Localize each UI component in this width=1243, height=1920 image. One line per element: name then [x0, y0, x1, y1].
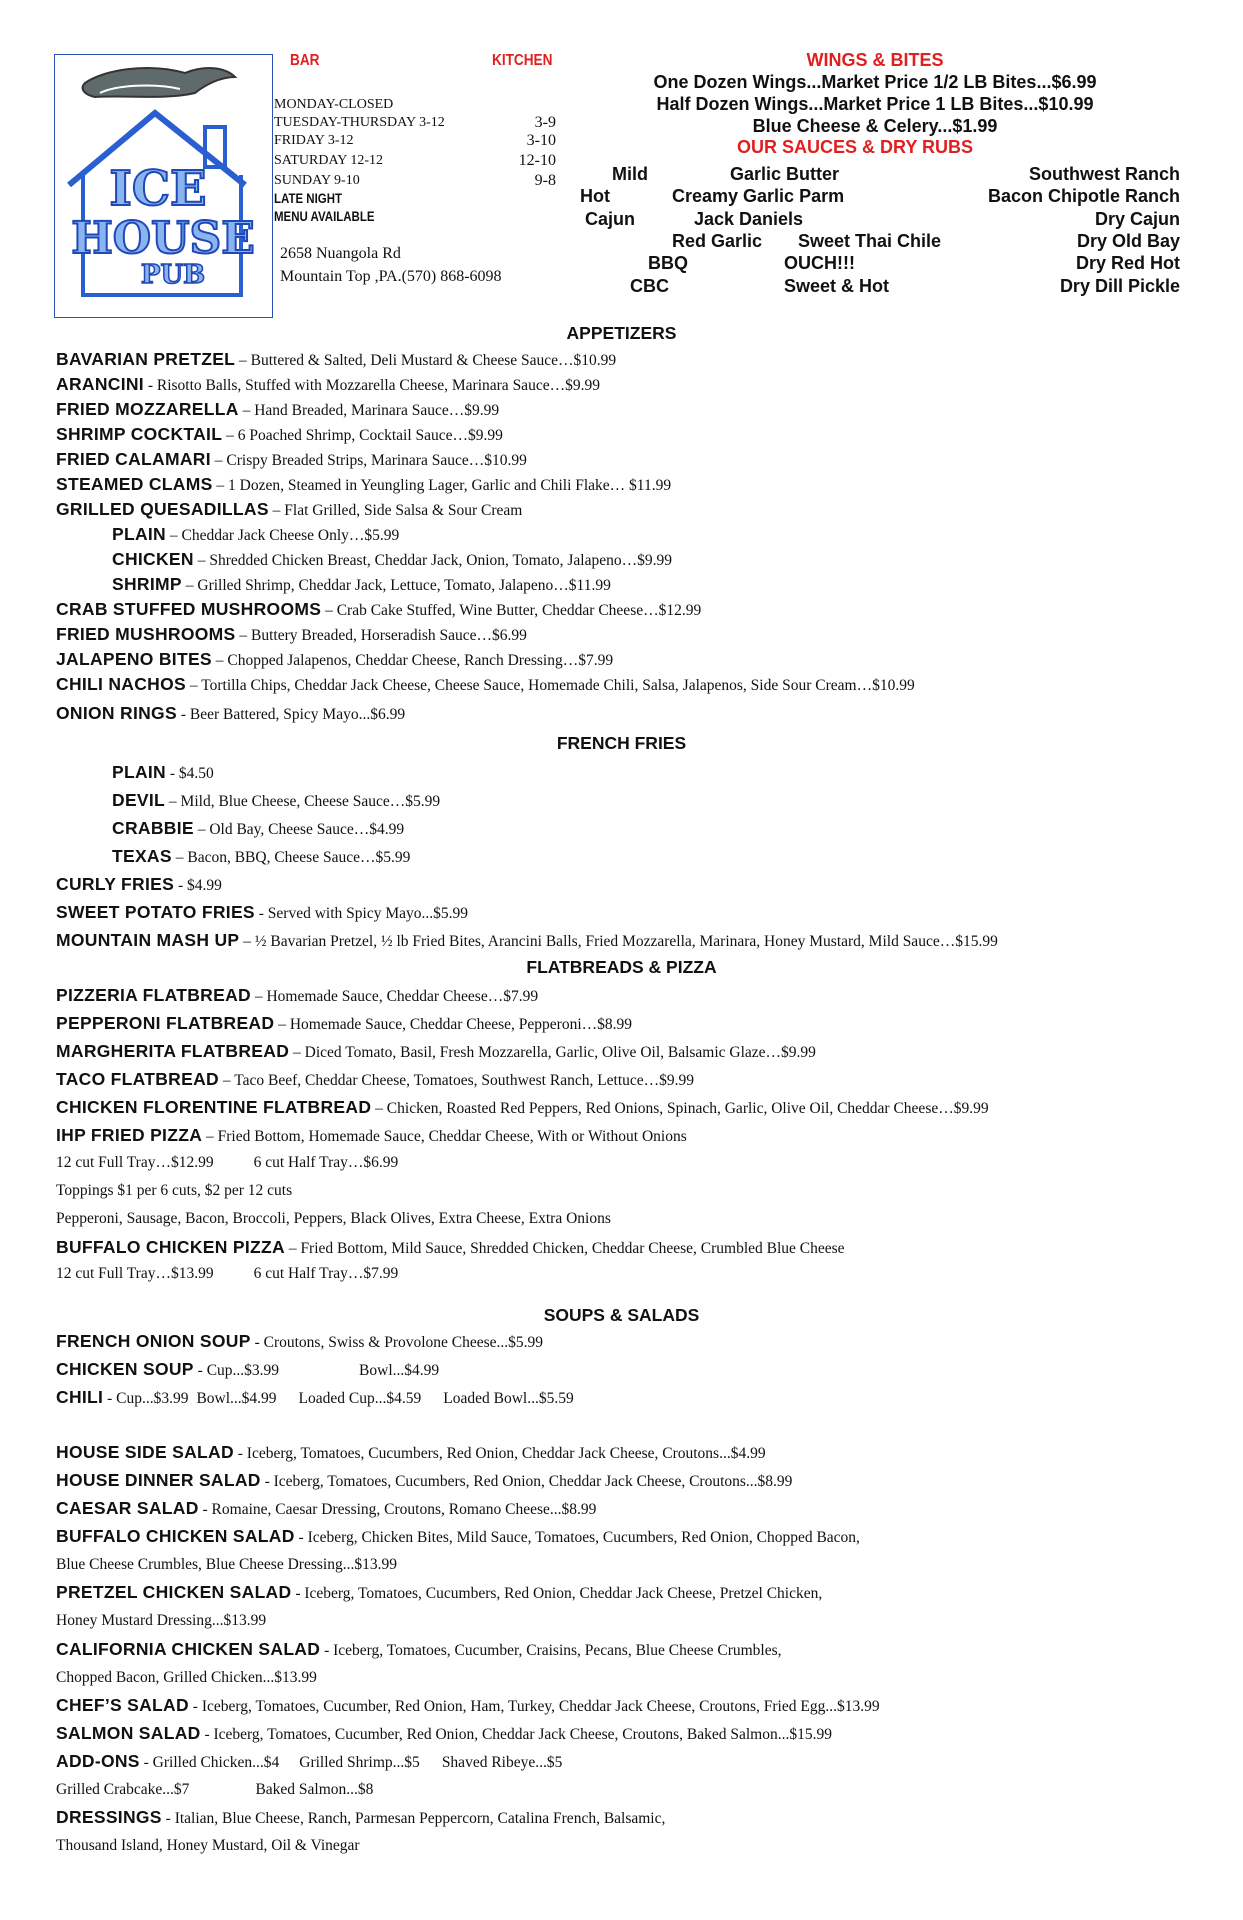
kitchen-label: KITCHEN — [492, 52, 553, 69]
menu-item: PRETZEL CHICKEN SALAD - Iceberg, Tomatoes, Cucumbers, Red Onion, Cheddar Jack Cheese, Pretzel Chicken, — [56, 1582, 823, 1602]
menu-item: SHRIMP – Grilled Shrimp, Cheddar Jack, Lettuce, Tomato, Jalapeno…$11.99 — [112, 574, 611, 594]
address: 2658 Nuangola Rd Mountain Top ,PA.(570) 868-6098 — [280, 245, 502, 285]
soups-title: SOUPS & SALADS — [543, 1305, 700, 1325]
sauce-item: Cajun — [585, 209, 636, 229]
menu-item-cont: Blue Cheese Crumbles, Blue Cheese Dressing...$13.99 — [56, 1556, 397, 1573]
hours-row: LATE NIGHT — [274, 191, 342, 206]
menu-item: BUFFALO CHICKEN SALAD - Iceberg, Chicken Bites, Mild Sauce, Tomatoes, Cucumbers, Red Onion, Chopped Bacon, — [56, 1526, 860, 1546]
sauce-item: Creamy Garlic Parm — [672, 186, 845, 206]
hours-row: SUNDAY 9-10 9-8 — [274, 172, 556, 189]
price-line: 12 cut Full Tray…$12.99 6 cut Half Tray…$6.99 — [56, 1154, 399, 1171]
hours-row: FRIDAY 3-12 3-10 — [274, 132, 556, 149]
menu-item: HOUSE SIDE SALAD - Iceberg, Tomatoes, Cucumbers, Red Onion, Cheddar Jack Cheese, Croutons...$4.99 — [56, 1442, 766, 1462]
menu-item-cont: Honey Mustard Dressing...$13.99 — [56, 1612, 267, 1629]
appetizers-title: APPETIZERS — [566, 323, 677, 343]
wings-line: Half Dozen Wings...Market Price 1 LB Bites...$10.99 — [656, 94, 1094, 114]
menu-item: CALIFORNIA CHICKEN SALAD - Iceberg, Tomatoes, Cucumber, Craisins, Pecans, Blue Cheese Crumbles, — [56, 1639, 782, 1659]
menu-item: CAESAR SALAD - Romaine, Caesar Dressing, Croutons, Romano Cheese...$8.99 — [56, 1498, 597, 1518]
wings-line: One Dozen Wings...Market Price 1/2 LB Bites...$6.99 — [653, 72, 1097, 92]
menu-item: CRABBIE – Old Bay, Cheese Sauce…$4.99 — [112, 818, 405, 838]
menu-item: GRILLED QUESADILLAS – Flat Grilled, Side Salsa & Sour Cream — [56, 499, 523, 519]
sauce-item: Mild — [612, 164, 648, 184]
menu-item: FRENCH ONION SOUP - Croutons, Swiss & Provolone Cheese...$5.99 — [56, 1331, 544, 1351]
menu-item: CHICKEN SOUP - Cup...$3.99 Bowl...$4.99 — [56, 1359, 440, 1379]
menu-item-cont: Thousand Island, Honey Mustard, Oil & Vinegar — [56, 1837, 360, 1854]
menu-item: ARANCINI - Risotto Balls, Stuffed with Mozzarella Cheese, Marinara Sauce…$9.99 — [56, 374, 600, 394]
sauce-item: BBQ — [648, 253, 688, 273]
hours-row: MONDAY-CLOSED — [274, 97, 394, 112]
sauces-grid — [570, 164, 1180, 299]
menu-item: BUFFALO CHICKEN PIZZA – Fried Bottom, Mild Sauce, Shredded Chicken, Cheddar Cheese, Crumbled Blue Cheese — [56, 1237, 845, 1257]
menu-item: STEAMED CLAMS – 1 Dozen, Steamed in Yeungling Lager, Garlic and Chili Flake… $11.99 — [56, 474, 672, 494]
menu-item: CHEF’S SALAD - Iceberg, Tomatoes, Cucumber, Red Onion, Ham, Turkey, Cheddar Jack Cheese, Croutons, Fried Egg...$13.99 — [56, 1695, 880, 1715]
wings-block — [570, 50, 1180, 158]
menu-item: CURLY FRIES - $4.99 — [56, 874, 222, 894]
svg-text:HOUSE: HOUSE — [71, 213, 255, 264]
sauce-item: Garlic Butter — [730, 164, 840, 184]
menu-item-cont: Grilled Crabcake...$7 Baked Salmon...$8 — [56, 1781, 374, 1798]
menu-item: PLAIN – Cheddar Jack Cheese Only…$5.99 — [112, 524, 400, 544]
menu-item: FRIED CALAMARI – Crispy Breaded Strips, Marinara Sauce…$10.99 — [56, 449, 527, 469]
menu-item: BAVARIAN PRETZEL – Buttered & Salted, Deli Mustard & Cheese Sauce…$10.99 — [56, 349, 617, 369]
menu-item: PEPPERONI FLATBREAD – Homemade Sauce, Cheddar Cheese, Pepperoni…$8.99 — [56, 1013, 633, 1033]
sauces-title: OUR SAUCES & DRY RUBS — [736, 137, 974, 157]
logo — [54, 54, 273, 318]
sauce-item: Dry Old Bay — [1076, 231, 1180, 251]
menu-item: CRAB STUFFED MUSHROOMS – Crab Cake Stuffed, Wine Butter, Cheddar Cheese…$12.99 — [56, 599, 702, 619]
svg-text:ICE: ICE — [109, 161, 207, 217]
menu-item: PLAIN - $4.50 — [112, 762, 214, 782]
sauce-item: Bacon Chipotle Ranch — [987, 186, 1180, 206]
menu-item: JALAPENO BITES – Chopped Jalapenos, Cheddar Cheese, Ranch Dressing…$7.99 — [56, 649, 614, 669]
hours-row: TUESDAY-THURSDAY 3-12 3-9 — [274, 114, 556, 131]
hours-row: SATURDAY 12-12 12-10 — [274, 152, 556, 169]
menu-item: DEVIL – Mild, Blue Cheese, Cheese Sauce…$5.99 — [112, 790, 441, 810]
menu-item: MARGHERITA FLATBREAD – Diced Tomato, Basil, Fresh Mozzarella, Garlic, Olive Oil, Balsamic Glaze…$9.99 — [56, 1041, 816, 1061]
sauce-item: Dry Dill Pickle — [1059, 276, 1180, 296]
hours-row: MENU AVAILABLE — [274, 209, 375, 224]
menu-item: TACO FLATBREAD – Taco Beef, Cheddar Cheese, Tomatoes, Southwest Ranch, Lettuce…$9.99 — [56, 1069, 695, 1089]
wings-line: Blue Cheese & Celery...$1.99 — [752, 116, 998, 136]
sauce-item: Hot — [580, 186, 610, 206]
toppings-list: Pepperoni, Sausage, Bacon, Broccoli, Peppers, Black Olives, Extra Cheese, Extra Onions — [56, 1210, 611, 1227]
menu-item: SHRIMP COCKTAIL – 6 Poached Shrimp, Cocktail Sauce…$9.99 — [56, 424, 503, 444]
menu-item: MOUNTAIN MASH UP – ½ Bavarian Pretzel, ½ lb Fried Bites, Arancini Balls, Fried Mozzarella, Marinara, Honey Mustard, Mild Sauce…$15.99 — [56, 930, 998, 950]
menu-item: DRESSINGS - Italian, Blue Cheese, Ranch, Parmesan Peppercorn, Catalina French, Balsamic, — [56, 1807, 666, 1827]
menu-item: FRIED MUSHROOMS – Buttery Breaded, Horseradish Sauce…$6.99 — [56, 624, 527, 644]
sauce-item: Red Garlic — [672, 231, 763, 251]
sauce-item: CBC — [630, 276, 669, 296]
sauce-item: OUCH!!! — [784, 253, 855, 273]
menu-item: ONION RINGS - Beer Battered, Spicy Mayo...$6.99 — [56, 703, 406, 723]
menu-item: FRIED MOZZARELLA – Hand Breaded, Marinara Sauce…$9.99 — [56, 399, 500, 419]
sauce-item: Dry Cajun — [1094, 209, 1180, 229]
price-line: 12 cut Full Tray…$13.99 6 cut Half Tray…$7.99 — [56, 1265, 399, 1282]
sauce-item: Jack Daniels — [694, 209, 804, 229]
menu-item: CHILI NACHOS – Tortilla Chips, Cheddar Jack Cheese, Cheese Sauce, Homemade Chili, Salsa, Jalapenos, Side Sour Cream…$10.99 — [56, 674, 915, 694]
sauce-item: Sweet Thai Chile — [798, 231, 942, 251]
menu-item-cont: Chopped Bacon, Grilled Chicken...$13.99 — [56, 1669, 317, 1686]
sauce-item: Southwest Ranch — [1028, 164, 1180, 184]
menu-item: SALMON SALAD - Iceberg, Tomatoes, Cucumber, Red Onion, Cheddar Jack Cheese, Croutons, Baked Salmon...$15.99 — [56, 1723, 832, 1743]
ice-house-logo-icon — [55, 55, 271, 316]
menu-item: IHP FRIED PIZZA – Fried Bottom, Homemade Sauce, Cheddar Cheese, With or Without Onions — [56, 1125, 687, 1145]
menu-item: PIZZERIA FLATBREAD – Homemade Sauce, Cheddar Cheese…$7.99 — [56, 985, 539, 1005]
menu-item: CHICKEN – Shredded Chicken Breast, Cheddar Jack, Onion, Tomato, Jalapeno…$9.99 — [112, 549, 672, 569]
menu-item: TEXAS – Bacon, BBQ, Cheese Sauce…$5.99 — [112, 846, 411, 866]
menu-item: CHILI - Cup...$3.99 Bowl...$4.99 Loaded Cup...$4.59 Loaded Bowl...$5.59 — [56, 1387, 574, 1407]
sauce-item: Sweet & Hot — [784, 276, 890, 296]
fries-title: FRENCH FRIES — [556, 733, 687, 753]
wings-title: WINGS & BITES — [806, 50, 944, 70]
bar-label: BAR — [290, 52, 320, 69]
menu-item: HOUSE DINNER SALAD - Iceberg, Tomatoes, Cucumbers, Red Onion, Cheddar Jack Cheese, Croutons...$8.99 — [56, 1470, 793, 1490]
toppings-price: Toppings $1 per 6 cuts, $2 per 12 cuts — [56, 1182, 293, 1199]
flatbreads-title: FLATBREADS & PIZZA — [526, 957, 717, 977]
menu-item: CHICKEN FLORENTINE FLATBREAD – Chicken, Roasted Red Peppers, Red Onions, Spinach, Garlic, Olive Oil, Cheddar Cheese…$9.99 — [56, 1097, 989, 1117]
menu-item: SWEET POTATO FRIES - Served with Spicy Mayo...$5.99 — [56, 902, 468, 922]
svg-text:PUB: PUB — [140, 260, 206, 290]
menu-item: ADD-ONS - Grilled Chicken...$4 Grilled Shrimp...$5 Shaved Ribeye...$5 — [56, 1751, 563, 1771]
sauce-item: Dry Red Hot — [1075, 253, 1180, 273]
